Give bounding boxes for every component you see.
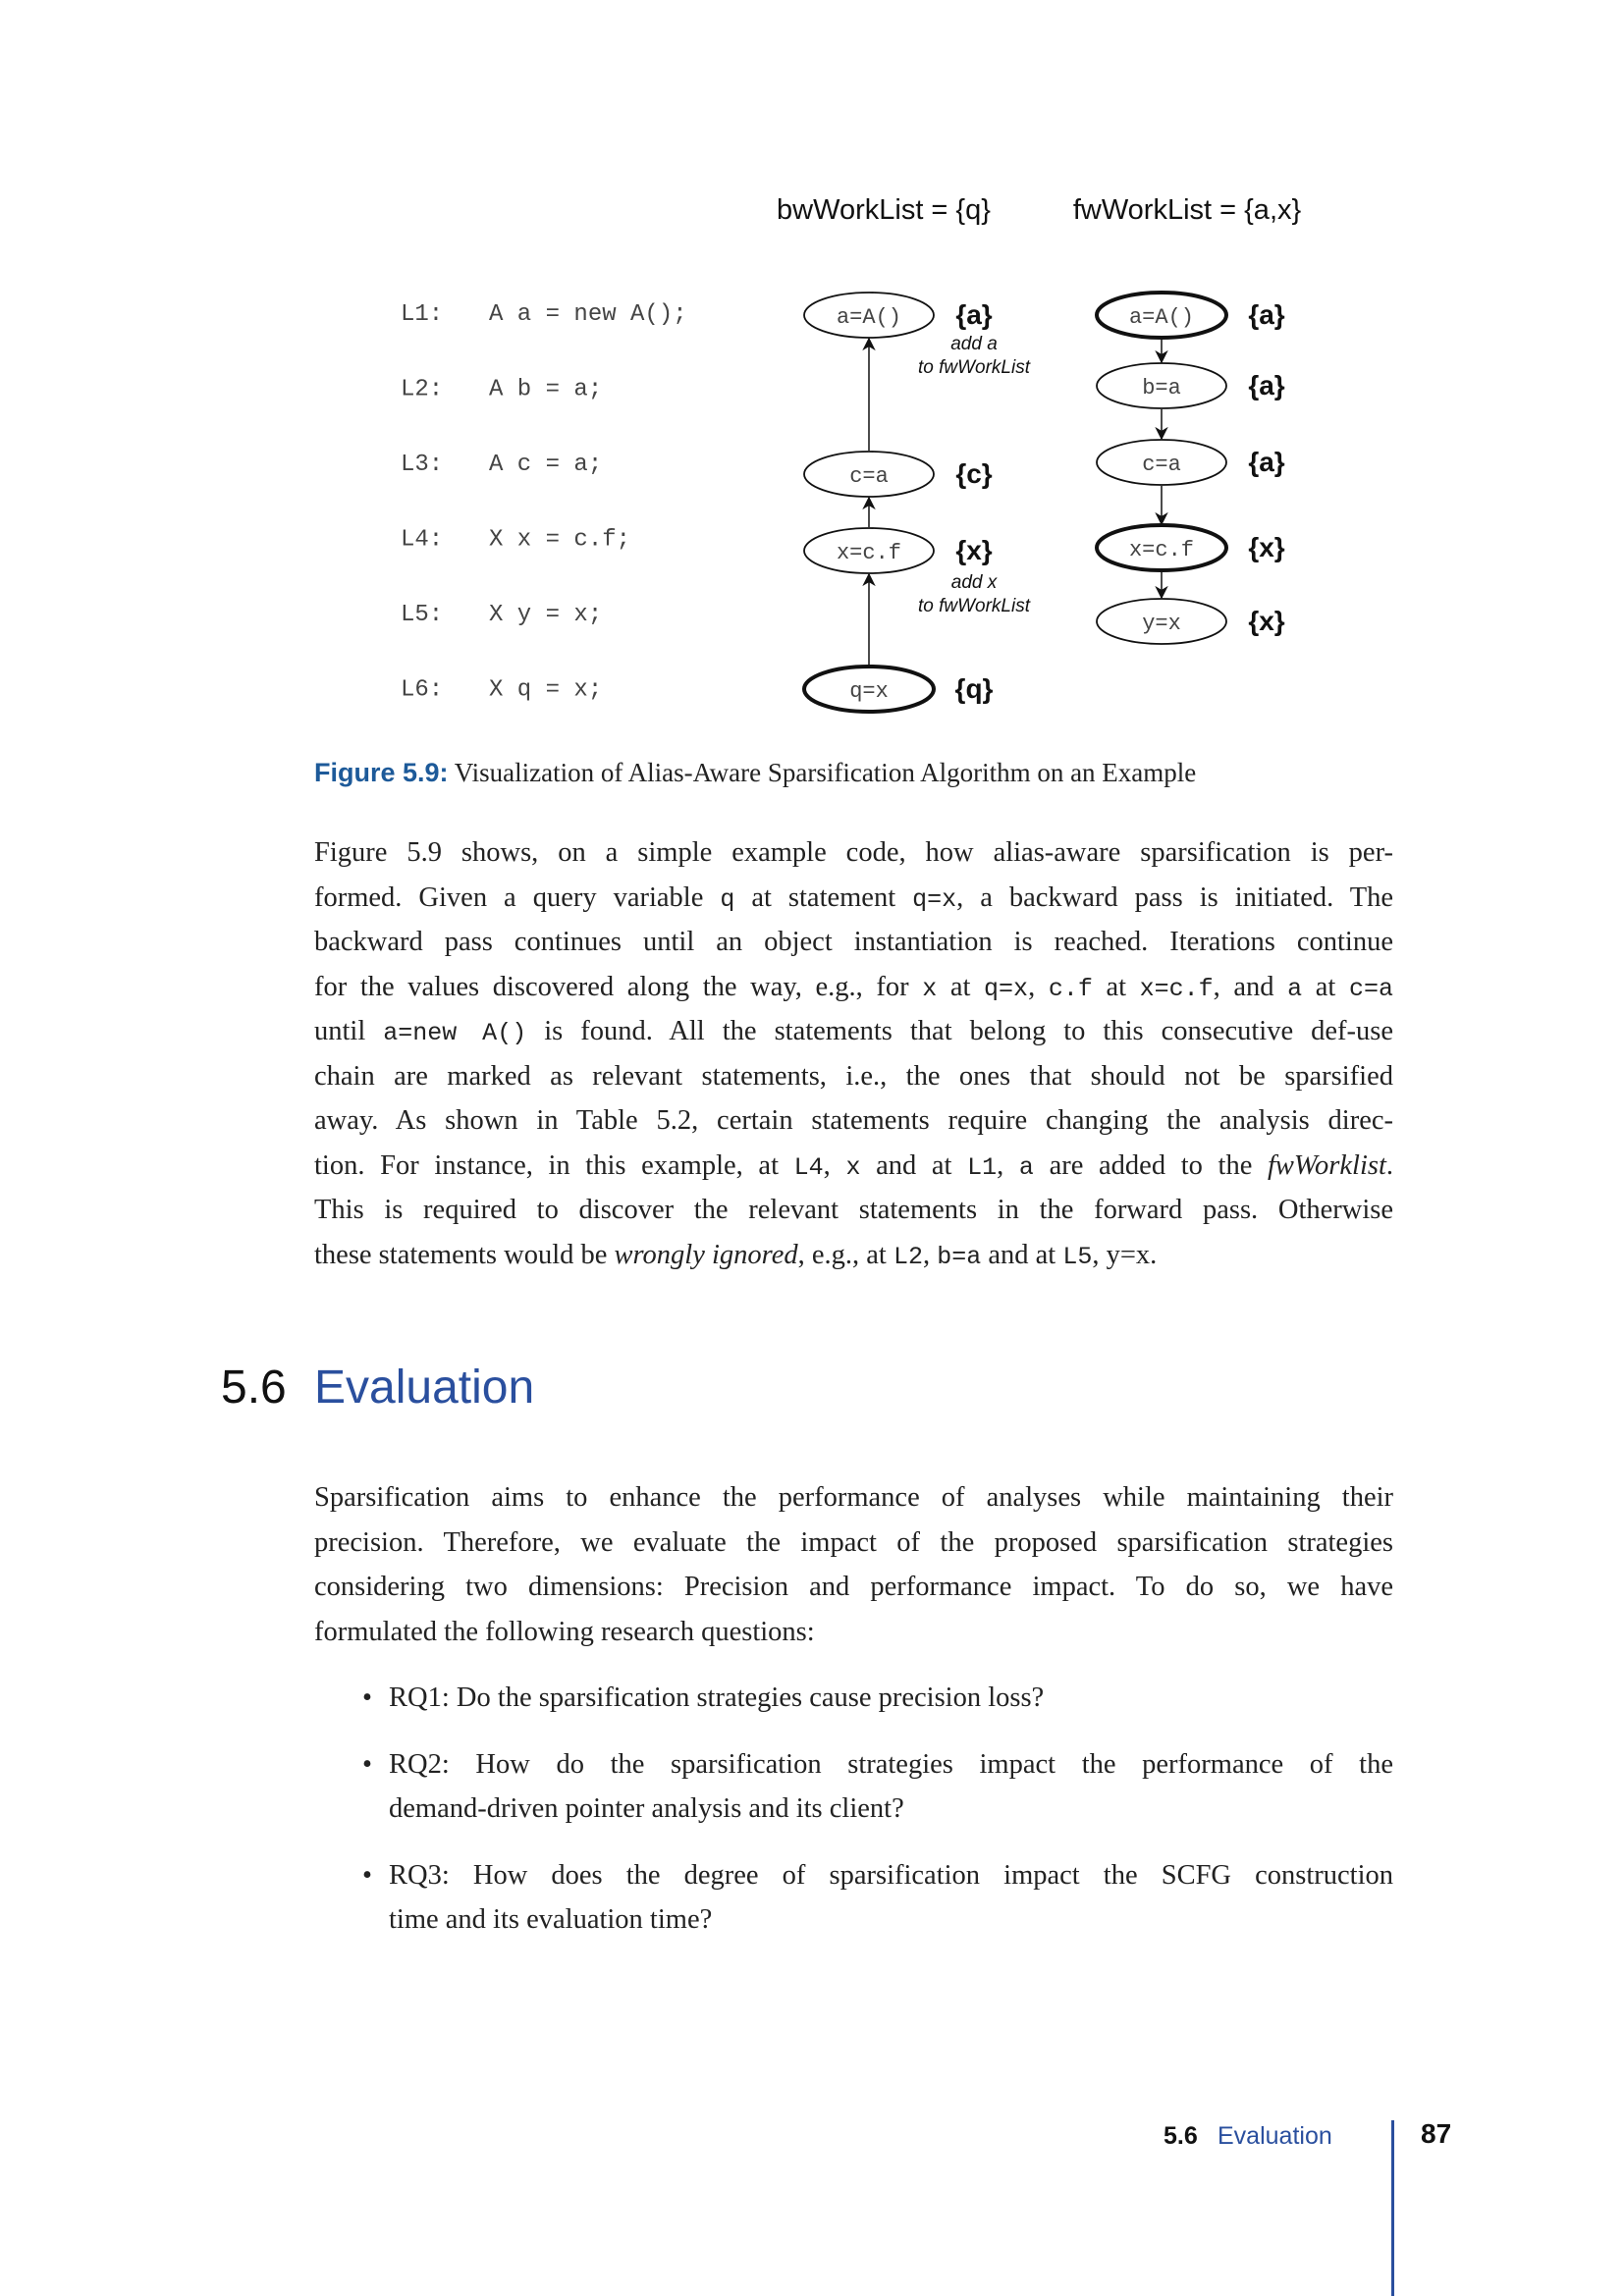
page-number: 87 [1421,2118,1452,2149]
points-to-set: {x} [1248,532,1285,562]
text-run: these statements would be [314,1239,615,1270]
inline-code: a [1287,974,1303,1003]
code-line-statement: X x = c.f; [489,526,631,554]
text-line [314,1233,1393,1278]
text-run: , e.g., at [797,1239,893,1270]
node-label: x=c.f [1128,538,1195,562]
code-line-statement: A a = new A(); [489,301,687,328]
points-to-set: {a} [1248,370,1285,400]
footer-divider [1391,2120,1394,2296]
points-to-set: {q} [954,673,994,704]
paragraph-evaluation-intro [314,1475,1393,1654]
research-questions-list [362,1676,1393,1964]
text-run: precision. Therefore, we evaluate the impact of the proposed sparsification strategies [314,1526,1393,1558]
footer-section-number: 5.6 [1164,2122,1198,2150]
research-question-item [362,1742,1393,1832]
code-line-label: L4: [401,526,444,554]
node-label: c=a [849,464,889,489]
inline-code: x [845,1152,861,1182]
note-line: to fwWorkList [917,357,1031,378]
inline-code: a=new A() [383,1019,527,1047]
points-to-set: {c} [955,458,993,489]
text-line [314,1098,1393,1144]
fw-worklist-label: fwWorkList = {a,x} [1072,194,1302,226]
code-line-label: L5: [401,602,444,628]
paragraph-figure-explanation [314,830,1393,1277]
code-line-statement: X y = x; [489,602,603,628]
text-run: . [1385,1149,1394,1181]
text-line [314,1144,1393,1189]
text-run: , [997,1149,1019,1181]
text-run: , a backward pass is initiated. The [956,881,1394,913]
inline-code: q=x [984,974,1029,1003]
text-run: considering two dimensions: Precision and performance impact. To do so, we have [314,1572,1393,1602]
points-to-set: {a} [955,299,993,330]
text-run: This is required to discover the relevant statements in the forward pass. Otherwise [314,1195,1393,1225]
text-line [314,1521,1393,1566]
figure-diagram [0,0,1624,746]
note-line: add x [950,572,998,593]
caption-label: Figure 5.9: [314,758,449,787]
text-run: is found. All the statements that belong to this consecutive def-use [526,1016,1394,1046]
code-line-label: L6: [401,676,444,704]
note-line: add a [950,334,998,354]
note-line: to fwWorkList [917,596,1031,616]
inline-code: a [1018,1152,1034,1182]
points-to-set: {a} [1248,447,1285,477]
text-run: formed. Given a query variable [314,881,721,913]
text-run: away. As shown in Table 5.2, certain statements require changing the analysis direc- [314,1105,1393,1136]
node-label: x=c.f [836,541,902,565]
bullet-icon: • [362,1748,372,1780]
inline-code: L2 [893,1242,923,1271]
text-run: at [937,971,985,1002]
figure-caption [314,758,1196,788]
emphasis: wrongly ignored [614,1239,798,1270]
text-line [314,830,1393,876]
text-run: formulated the following research questions: [314,1616,815,1647]
inline-code: c=a [1348,974,1393,1003]
text-run: , y=x. [1092,1239,1158,1270]
bw-worklist-label: bwWorkList = {q} [777,194,991,226]
text-run: , [1028,971,1049,1002]
inline-code: L4 [793,1152,824,1182]
text-line [314,1188,1393,1233]
text-run: chain are marked as relevant statements, i.e., the ones that should not be sparsified [314,1060,1393,1092]
code-line-label: L3: [401,452,444,478]
inline-code: b=a [937,1242,982,1271]
text-line: time and its evaluation time? [389,1904,713,1935]
forward-graph [1097,293,1285,644]
node-label: y=x [1142,612,1181,636]
text-run: at [1302,971,1349,1002]
text-line [314,1009,1393,1054]
inline-code: c.f [1048,974,1093,1003]
code-line-label: L2: [401,376,444,403]
text-line: RQ3: How does the degree of sparsification impact the SCFG construction [389,1859,1393,1891]
code-line-statement: A c = a; [489,452,603,478]
code-listing [401,301,687,704]
inline-code: x [922,974,938,1003]
points-to-set: {x} [955,535,993,565]
text-run: backward pass continues until an object instantiation is reached. Iterations continue [314,927,1393,957]
points-to-set: {x} [1248,606,1285,636]
emphasis: fwWorklist [1268,1149,1386,1181]
bullet-icon: • [362,1859,372,1891]
text-run: until [314,1016,384,1046]
points-to-set: {a} [1248,299,1285,330]
inline-code: q=x [912,884,957,914]
text-run: for the values discovered along the way, e.g., for [314,971,923,1002]
text-line [314,1565,1393,1610]
text-line [314,965,1393,1010]
research-question-item [362,1676,1393,1721]
code-line-statement: A b = a; [489,376,603,403]
caption-text: Visualization of Alias-Aware Sparsification Algorithm on an Example [448,758,1197,787]
backward-graph [804,293,994,712]
node-label: b=a [1142,376,1181,400]
text-line: demand-driven pointer analysis and its client? [389,1793,904,1824]
text-run: Figure 5.9 shows, on a simple example code, how alias-aware sparsification is per- [314,837,1393,868]
node-label: a=A() [836,305,902,330]
inline-code: L5 [1062,1242,1093,1271]
text-run: , [823,1149,846,1181]
text-line [314,1475,1393,1521]
inline-code: q [720,884,735,914]
node-label: a=A() [1128,305,1195,330]
text-run: , and [1213,971,1288,1002]
text-run: , [922,1239,938,1270]
bullet-icon: • [362,1682,372,1713]
inline-code: L1 [967,1152,998,1182]
inline-code: x=c.f [1139,974,1214,1003]
node-label: q=x [849,679,889,704]
text-line [314,1610,1393,1655]
text-line [314,876,1393,921]
code-line-statement: X q = x; [489,676,603,704]
research-question-item [362,1853,1393,1943]
text-run: at [1092,971,1140,1002]
text-line: RQ2: How do the sparsification strategies impact the performance of the [389,1748,1393,1780]
text-line [314,1054,1393,1099]
section-number: 5.6 [221,1362,287,1414]
text-run: and at [981,1239,1063,1270]
text-run: and at [860,1149,968,1181]
text-run: Sparsification aims to enhance the performance of analyses while maintaining their [314,1482,1393,1513]
section-title: Evaluation [314,1362,535,1414]
code-line-label: L1: [401,301,444,328]
text-run: at statement [734,881,913,913]
text-run: are added to the [1033,1149,1268,1181]
text-line: RQ1: Do the sparsification strategies cause precision loss? [389,1682,1045,1713]
node-label: c=a [1142,453,1181,477]
text-run: tion. For instance, in this example, at [314,1149,794,1181]
footer-section-title: Evaluation [1218,2122,1332,2150]
text-line [314,920,1393,965]
